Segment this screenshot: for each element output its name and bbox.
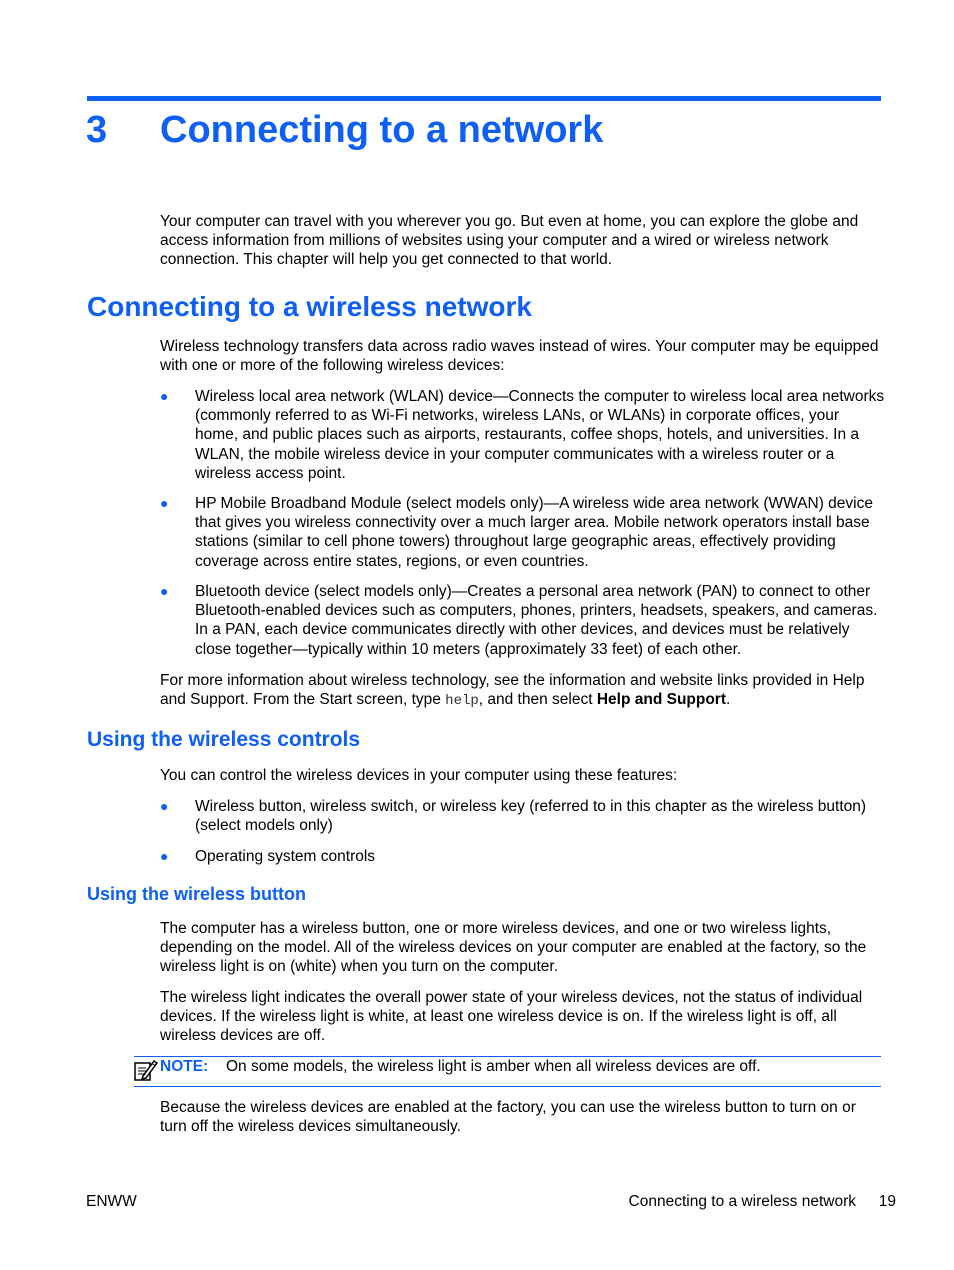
button-paragraph-2: The wireless light indicates the overall power state of your wireless devices, not the status of individual devices. If the wireless light is white, at least one wireless device is on. If the wireless light is off, all wireless devices are off.: [160, 989, 863, 1045]
help-and-support-label: Help and Support: [596, 691, 727, 709]
note-pencil-icon: [133, 1058, 159, 1084]
bullet-icon: ●: [160, 495, 169, 511]
button-paragraph-1: The computer has a wireless button, one or more wireless devices, and one or two wireless lights, depending on the model. All of the wireless devices on your computer are enabled at the factory, so the wireless light is on (white) when you turn on the computer.: [160, 920, 867, 976]
bullet-icon: ●: [160, 798, 169, 814]
footer-left-label: ENWW: [86, 1193, 137, 1210]
wireless-intro: Wireless technology transfers data across radio waves instead of wires. Your computer may be equipped with one or more of the following wireless devices:: [160, 338, 879, 375]
more-info-paragraph: [160, 671, 882, 711]
note-label: NOTE:: [160, 1058, 209, 1075]
wireless-bullet-wlan: Wireless local area network (WLAN) device—Connects the computer to wireless local area networks (commonly referred to as Wi-Fi networks, wireless LANs, or WLANs) in corporate offices, your home, and public places such as airports, restaurants, coffee shops, hotels, and universities. In a WLAN, the mobile wireless device in your computer communicates with a wireless router or a wireless access point.: [195, 388, 885, 482]
more-info-text-end: .: [726, 691, 731, 709]
more-info-text-mid: , and then select: [478, 691, 597, 709]
footer-section-title: Connecting to a wireless network: [628, 1193, 856, 1210]
controls-bullet-button: Wireless button, wireless switch, or wireless key (referred to in this chapter as the wireless button) (select models only): [195, 798, 867, 835]
wireless-bullet-wwan: HP Mobile Broadband Module (select models only)—A wireless wide area network (WWAN) device that gives you wireless connectivity over a much larger area. Mobile network operators install base stations (similar to cell phone towers) throughout large geographic areas, effectively providing coverage across entire states, regions, or even countries.: [195, 495, 873, 570]
chapter-title: Connecting to a network: [160, 109, 604, 151]
bullet-icon: ●: [160, 583, 169, 599]
section-heading-controls: Using the wireless controls: [87, 728, 361, 751]
button-paragraph-3: Because the wireless devices are enabled at the factory, you can use the wireless button to turn on or turn off the wireless devices simultaneously.: [160, 1099, 856, 1136]
bullet-icon: ●: [160, 848, 169, 864]
chapter-rule: [87, 96, 881, 101]
wireless-bullet-bluetooth: Bluetooth device (select models only)—Creates a personal area network (PAN) to connect to other Bluetooth-enabled devices such as computers, phones, printers, headsets, speakers, and cameras. In a PAN, each device communicates directly with other devices, and devices must be relatively close together—typically within 10 meters (approximately 33 feet) of each other.: [195, 583, 878, 658]
note-text: On some models, the wireless light is amber when all wireless devices are off.: [226, 1058, 761, 1075]
note-bottom-rule: [134, 1086, 881, 1087]
help-command-code: help: [445, 693, 479, 710]
bullet-icon: ●: [160, 388, 169, 404]
more-info-text: For more information about wireless technology, see the information and website links provided in Help and Support. From the Start screen, type: [160, 672, 865, 709]
controls-intro: You can control the wireless devices in your computer using these features:: [160, 767, 678, 784]
chapter-intro: Your computer can travel with you wherever you go. But even at home, you can explore the globe and access information from millions of websites using your computer and a wired or wireless network connection. This chapter will help you get connected to that world.: [160, 213, 859, 269]
section-heading-wireless: Connecting to a wireless network: [87, 291, 532, 322]
chapter-number: 3: [86, 109, 108, 151]
controls-bullet-os: Operating system controls: [195, 848, 376, 865]
footer-page-number: 19: [878, 1193, 896, 1210]
section-heading-button: Using the wireless button: [87, 884, 307, 904]
